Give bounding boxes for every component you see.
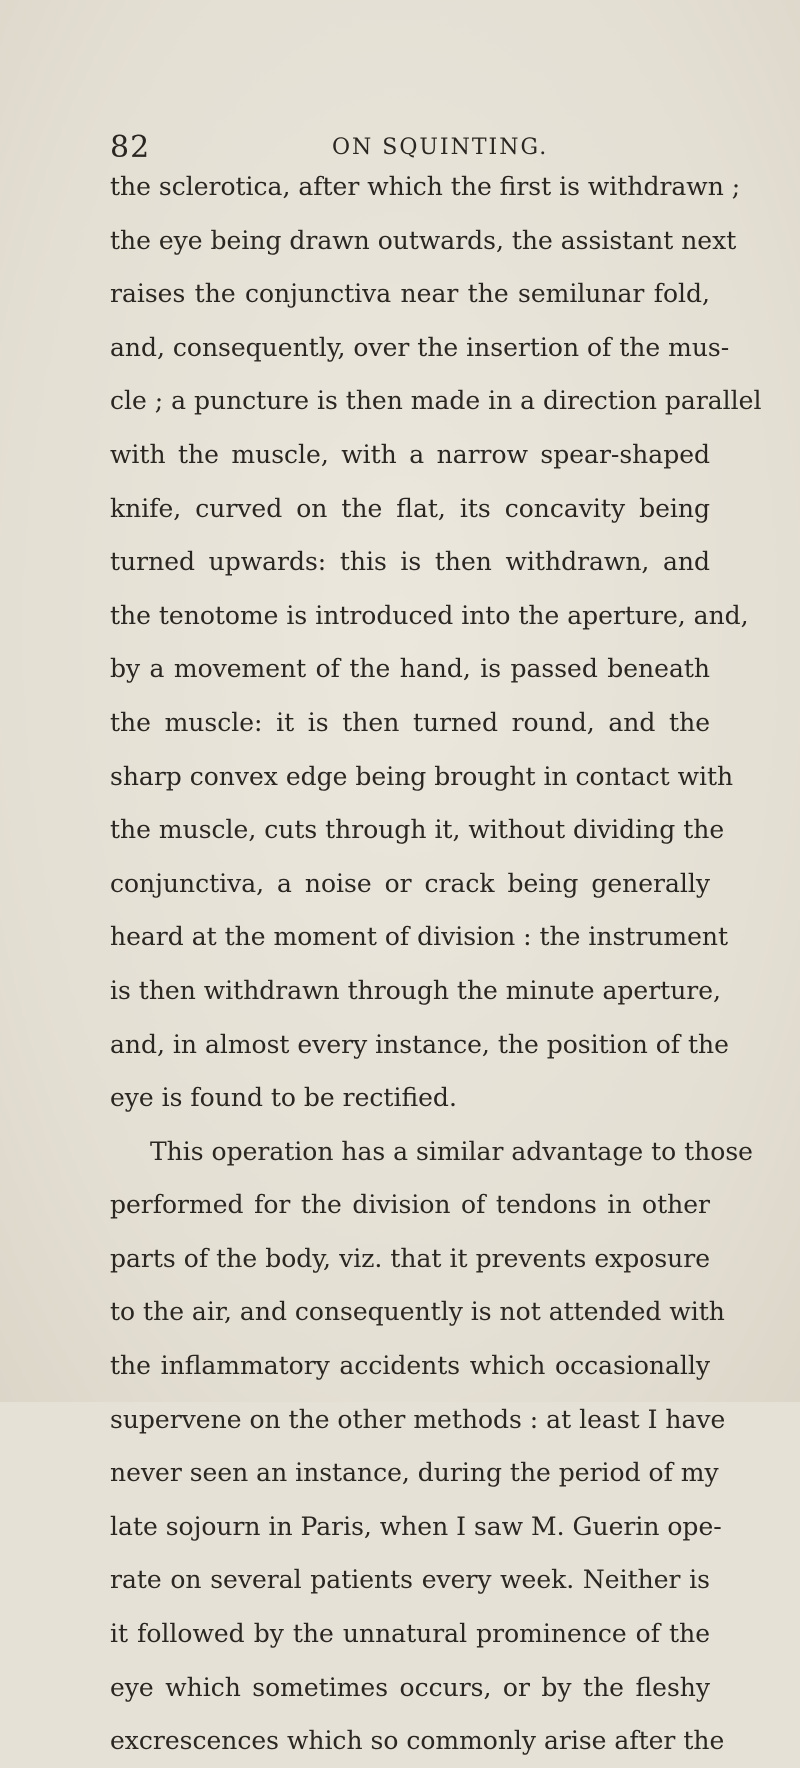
paragraph-start-line: This operation has a similar advantage to those xyxy=(150,1136,753,1166)
text-line: sharp convex edge being brought in contact with xyxy=(110,761,734,791)
text-line: the muscle: it is then turned round, and the xyxy=(110,707,710,737)
text-line: by a movement of the hand, is passed beneath xyxy=(110,654,710,684)
text-line: heard at the moment of division : the instrument xyxy=(110,922,729,952)
text-line: is then withdrawn through the minute aperture, xyxy=(110,975,721,1005)
text-line: supervene on the other methods : at least I have xyxy=(110,1404,726,1434)
page-number: 82 xyxy=(110,130,151,165)
text-line: the sclerotica, after which the first is withdrawn ; xyxy=(110,172,741,201)
text-line: raises the conjunctiva near the semilunar fold, xyxy=(110,279,710,309)
text-line: with the muscle, with a narrow spear-shaped xyxy=(110,439,710,469)
text-line: and, consequently, over the insertion of the mus- xyxy=(110,332,730,362)
text-line: knife, curved on the flat, its concavity being xyxy=(110,493,710,523)
text-line: and, in almost every instance, the position of the xyxy=(110,1029,729,1059)
text-line: cle ; a puncture is then made in a direction parallel xyxy=(110,386,762,416)
body-text xyxy=(110,160,762,1768)
text-line: eye which sometimes occurs, or by the fleshy xyxy=(110,1672,710,1702)
text-line: performed for the division of tendons in other xyxy=(110,1190,710,1220)
running-head: ON SQUINTING. xyxy=(332,135,549,160)
text-line: never seen an instance, during the period of my xyxy=(110,1458,719,1488)
text-line: it followed by the unnatural prominence of the xyxy=(110,1619,710,1649)
text-line: the muscle, cuts through it, without dividing the xyxy=(110,815,725,845)
text-line: late sojourn in Paris, when I saw M. Guerin ope- xyxy=(110,1511,722,1541)
text-line: rate on several patients every week. Neither is xyxy=(110,1565,710,1595)
text-line: the eye being drawn outwards, the assistant next xyxy=(110,225,737,255)
text-line: turned upwards: this is then withdrawn, and xyxy=(110,547,710,577)
text-line: to the air, and consequently is not attended with xyxy=(110,1297,725,1327)
text-line: the tenotome is introduced into the aperture, and, xyxy=(110,600,749,630)
text-line: conjunctiva, a noise or crack being generally xyxy=(110,868,710,898)
text-line: excrescences which so commonly arise after the xyxy=(110,1726,725,1756)
text-line: the inflammatory accidents which occasionally xyxy=(110,1351,710,1381)
text-line: parts of the body, viz. that it prevents exposure xyxy=(110,1243,710,1273)
paragraph-end-line: eye is found to be rectified. xyxy=(110,1083,457,1113)
